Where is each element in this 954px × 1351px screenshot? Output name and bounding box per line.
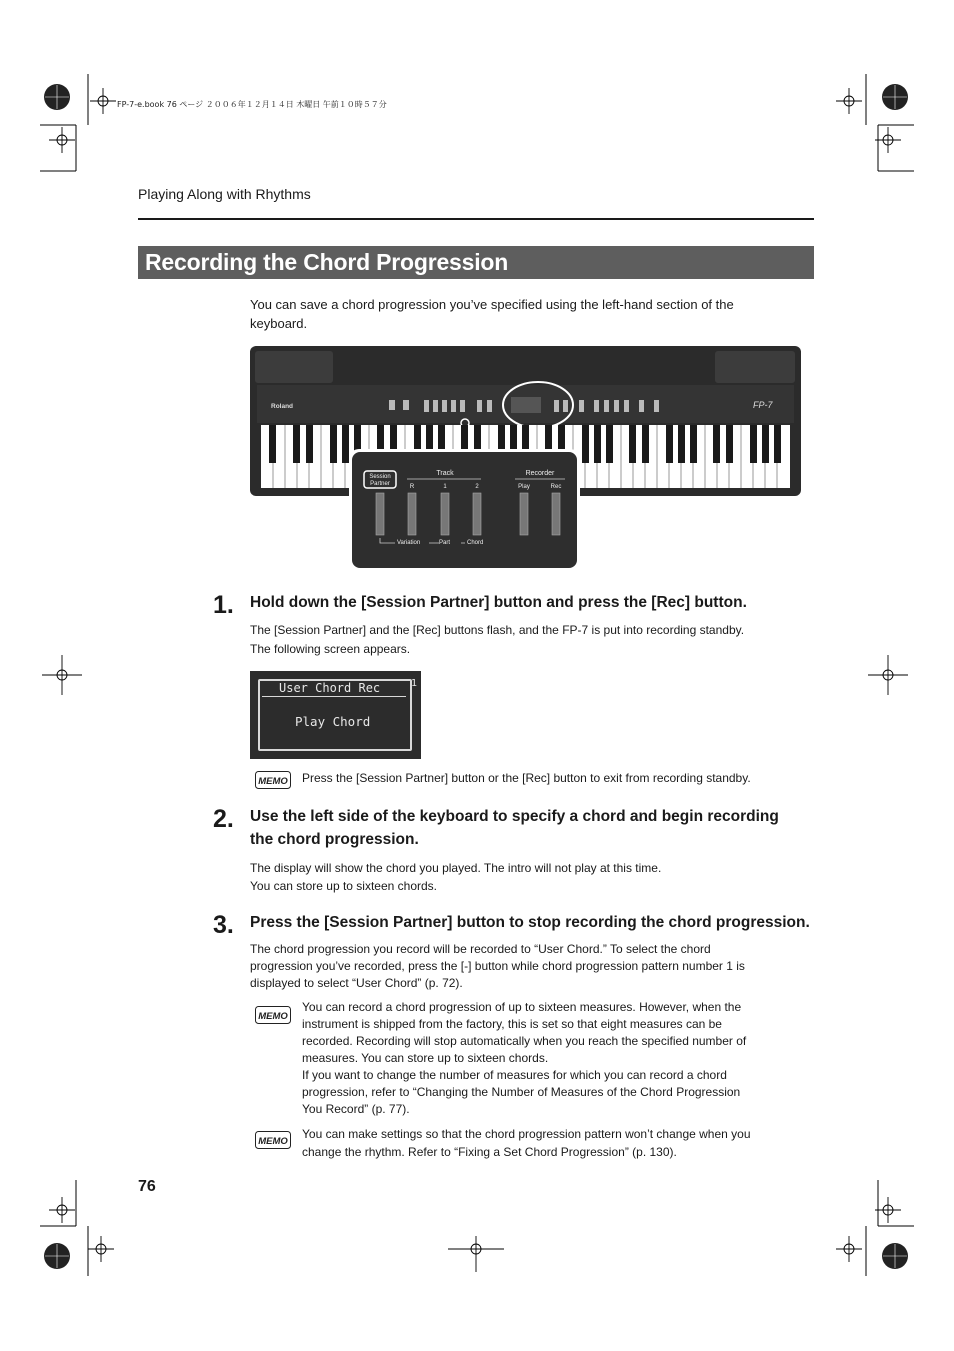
memo-line: You Record” (p. 77). [302, 1102, 410, 1116]
memo-text [302, 770, 751, 787]
lcd-screen [250, 671, 421, 759]
step-number: 2. [213, 805, 234, 833]
step-heading-line: Use the left side of the keyboard to specify a chord and begin recording [250, 808, 779, 825]
play-label: Play [518, 484, 530, 490]
step-body-line: displayed to select “User Chord” (p. 72). [250, 976, 463, 990]
right-speaker-panel [715, 351, 795, 383]
step-heading: Hold down the [Session Partner] button and press the [Rec] button. [250, 594, 747, 611]
recorder-label: Recorder [525, 470, 555, 477]
memo-icon [255, 1131, 291, 1149]
step-body-line: The chord progression you record will be recorded to “User Chord.” To select the chord [250, 942, 711, 956]
step-heading: Press the [Session Partner] button to stop recording the chord progression. [250, 914, 810, 931]
memo-line: Press the [Session Partner] button or the [Rec] button to exit from recording standby. [302, 771, 751, 785]
step-heading [250, 805, 779, 851]
running-head: Playing Along with Rhythms [138, 186, 311, 202]
step-heading-line: the chord progression. [250, 831, 419, 848]
memo-line: measures. You can store up to sixteen chords. [302, 1051, 549, 1065]
session-partner-label: Partner [370, 481, 390, 487]
track-2-label: 2 [475, 484, 479, 490]
track-1-label: 1 [443, 484, 447, 490]
memo-line: progression, refer to “Changing the Number of Measures of the Chord Progression [302, 1085, 741, 1099]
step-body [250, 859, 661, 895]
left-speaker-panel [255, 351, 333, 383]
intro-line: You can save a chord progression you’ve specified using the left-hand section of the [250, 297, 734, 312]
step-number: 1. [213, 591, 234, 619]
rec-label: Rec [550, 484, 562, 490]
memo-line: You can record a chord progression of up to sixteen measures. However, when the [302, 1000, 742, 1014]
memo-icon [255, 771, 291, 789]
memo-icon [255, 1006, 291, 1024]
step-body-line: You can store up to sixteen chords. [250, 879, 438, 893]
step-body-line: The following screen appears. [250, 642, 411, 656]
page-number: 76 [138, 1178, 156, 1195]
variation-label: Variation [397, 540, 421, 546]
brand-logo: Roland [271, 403, 294, 410]
lcd-message: Play Chord [295, 714, 371, 729]
memo-text [302, 1125, 751, 1161]
part-label: Part [439, 540, 451, 546]
intro-paragraph [250, 295, 734, 333]
keyboard-illustration [249, 345, 802, 575]
model-logo: FP-7 [753, 400, 773, 410]
section-title: Recording the Chord Progression [145, 249, 509, 275]
svg-text:MEMO: MEMO [258, 1011, 288, 1022]
step-body [250, 621, 744, 659]
memo-text [302, 999, 746, 1118]
step-body [250, 941, 745, 992]
intro-line: keyboard. [250, 316, 308, 331]
memo-line: instrument is shipped from the factory, this is set so that eight measures can be [302, 1017, 722, 1031]
svg-text:MEMO: MEMO [258, 776, 288, 787]
svg-text:MEMO: MEMO [258, 1136, 288, 1147]
step-number: 3. [213, 911, 234, 939]
print-metadata: FP-7-e.book 76 ページ ２００６年１２月１４日 木曜日 午前１０時５７分 [117, 100, 387, 109]
memo-line: You can make settings so that the chord progression pattern won’t change when you [302, 1127, 751, 1141]
track-r-label: R [409, 484, 415, 490]
memo-line: recorded. Recording will stop automatically when you reach the specified number of [302, 1034, 747, 1048]
step-body-line: progression you’ve recorded, press the [-] button while chord progression pattern number 1 is [250, 959, 745, 973]
step-body-line: The display will show the chord you played. The intro will not play at this time. [250, 861, 662, 875]
memo-line: If you want to change the number of measures for which you can record a chord [302, 1068, 727, 1082]
step-body-line: The [Session Partner] and the [Rec] buttons flash, and the FP-7 is put into recording standby. [250, 623, 745, 637]
session-partner-label: Session [369, 474, 391, 480]
track-label: Track [436, 470, 454, 477]
chord-label: Chord [467, 540, 484, 546]
lcd-side-number: 1 [411, 678, 418, 689]
header-rule [138, 218, 814, 220]
lcd-divider [262, 696, 406, 697]
lcd-title: User Chord Rec [279, 681, 381, 695]
memo-line: change the rhythm. Refer to “Fixing a Set Chord Progression” (p. 130). [302, 1145, 677, 1159]
